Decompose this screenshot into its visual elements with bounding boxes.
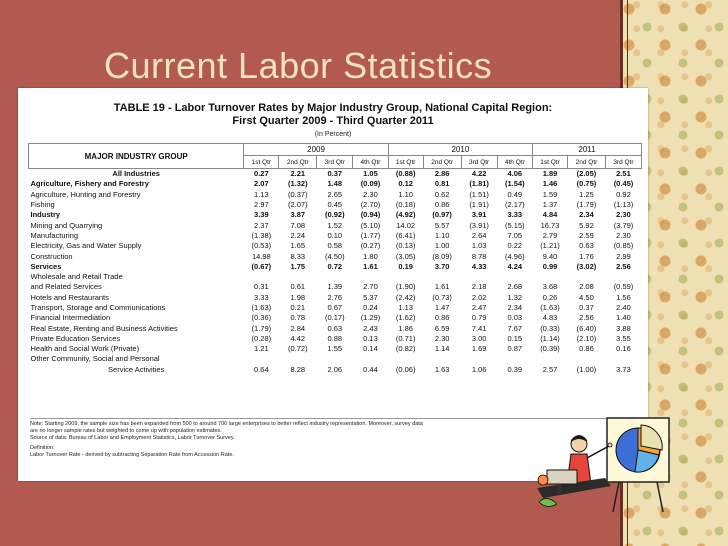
- table-cell: 2.21: [290, 169, 306, 179]
- table-cell: 0.58: [327, 241, 343, 251]
- table-cell: 2.70: [363, 282, 378, 292]
- row-label: Service Activities: [108, 364, 165, 374]
- table-cell: [279, 354, 317, 364]
- table-cell: 1.06: [471, 364, 487, 374]
- table-cell: 5.57: [434, 220, 450, 230]
- table-cell: 1.48: [327, 179, 343, 189]
- header-year: 2011: [533, 144, 642, 156]
- table-cell: 2.68: [507, 282, 523, 292]
- table-cell: 9.40: [542, 251, 558, 261]
- table-cell: 2.57: [542, 364, 558, 374]
- table-cell: (3.91): [469, 220, 489, 230]
- table-cell: (1.79): [251, 323, 272, 333]
- table-cell: 3.00: [471, 333, 487, 343]
- table-cell: 3.91: [471, 210, 487, 220]
- header-quarter: 1st Qtr: [388, 156, 423, 169]
- table-row: [29, 262, 642, 272]
- table-cell: 0.86: [579, 344, 594, 354]
- row-label: Electricity, Gas and Water Supply: [30, 241, 142, 251]
- table-cell: [461, 354, 497, 364]
- table-cell: [423, 272, 461, 282]
- table-cell: 0.39: [507, 364, 523, 374]
- table-unit: (In Percent): [314, 131, 352, 138]
- table-cell: 0.27: [254, 169, 269, 179]
- table-cell: (0.72): [288, 344, 308, 354]
- table-cell: 2.37: [254, 220, 269, 230]
- table-cell: 0.62: [434, 189, 450, 199]
- table-cell: 0.88: [327, 333, 343, 343]
- table-cell: (1.14): [540, 333, 560, 343]
- table-cell: 0.81: [434, 179, 450, 189]
- table-cell: (1.79): [576, 200, 597, 210]
- table-cell: (0.67): [251, 261, 272, 271]
- table-row: [29, 231, 642, 241]
- table-cell: 0.19: [398, 261, 413, 271]
- table-cell: (1.51): [469, 189, 489, 199]
- table-cell: 0.79: [471, 313, 487, 323]
- table-cell: (1.90): [395, 282, 416, 292]
- table-cell: (0.71): [395, 333, 416, 343]
- table-cell: 0.92: [616, 189, 631, 199]
- table-cell: 14.98: [251, 251, 271, 261]
- table-cell: (0.92): [324, 210, 345, 220]
- table-cell: (0.18): [395, 200, 416, 210]
- table-cell: 0.12: [398, 179, 413, 189]
- table-cell: (2.17): [505, 200, 525, 210]
- table-cell: 3.68: [542, 282, 558, 292]
- table-cell: (2.10): [576, 333, 597, 343]
- table-cell: 14.02: [396, 220, 416, 230]
- table-cell: 7.05: [507, 230, 523, 240]
- table-cell: (0.85): [613, 241, 634, 251]
- header-quarter: 3rd Qtr: [605, 156, 641, 169]
- table-cell: 1.10: [434, 230, 450, 240]
- table-cell: 1.46: [542, 179, 558, 189]
- table-cell: 2.51: [616, 169, 631, 179]
- table-cell: [533, 272, 568, 282]
- table-cell: (0.82): [395, 344, 416, 354]
- table-cell: 2.65: [327, 189, 343, 199]
- header-quarter: 4th Qtr: [353, 156, 388, 169]
- table-cell: 0.49: [507, 189, 523, 199]
- table-cell: (2.07): [288, 200, 308, 210]
- row-label: Hotels and Restaurants: [30, 292, 109, 302]
- table-cell: [388, 272, 423, 282]
- table-cell: (3.05): [395, 251, 416, 261]
- table-cell: (1.81): [469, 179, 489, 189]
- table-cell: (0.45): [613, 179, 634, 189]
- table-cell: [388, 354, 423, 364]
- table-row: [29, 200, 642, 210]
- table-row: [29, 323, 642, 333]
- table-cell: 1.03: [471, 241, 487, 251]
- table-cell: 0.31: [254, 282, 269, 292]
- header-year: 2009: [244, 144, 388, 156]
- header-quarter: 2nd Qtr: [567, 156, 605, 169]
- table-cell: (1.63): [251, 303, 272, 312]
- row-label: Private Education Services: [30, 333, 121, 343]
- table-cell: 3.87: [290, 210, 306, 220]
- table-cell: 2.30: [616, 230, 631, 240]
- table-cell: (0.06): [395, 364, 416, 374]
- labor-turnover-table: [28, 143, 642, 375]
- table-cell: (0.28): [251, 333, 272, 343]
- table-cell: 0.61: [290, 282, 306, 292]
- table-cell: (0.75): [576, 179, 597, 189]
- table-cell: (1.00): [576, 364, 597, 374]
- table-cell: (0.27): [360, 241, 381, 251]
- table-cell: (5.10): [360, 220, 381, 230]
- table-cell: 0.67: [327, 303, 343, 312]
- table-cell: 2.47: [471, 303, 487, 312]
- table-cell: 1.86: [398, 323, 413, 333]
- table-title-line2: First Quarter 2009 - Third Quarter 2011: [232, 115, 434, 127]
- table-cell: 0.21: [290, 303, 306, 312]
- table-body: [29, 169, 642, 375]
- table-cell: 0.87: [507, 344, 523, 354]
- table-cell: 3.33: [254, 292, 269, 302]
- table-cell: (0.09): [360, 179, 381, 189]
- table-cell: [353, 272, 388, 282]
- table-cell: 4.84: [542, 210, 558, 220]
- table-cell: 0.26: [542, 292, 558, 302]
- table-row: [29, 179, 642, 189]
- table-cell: 1.37: [542, 200, 558, 210]
- table-cell: 3.33: [507, 210, 523, 220]
- row-label: Services: [30, 261, 62, 271]
- table-cell: 1.56: [616, 292, 631, 302]
- table-cell: (2.05): [576, 169, 597, 179]
- table-cell: 4.33: [471, 261, 487, 271]
- table-cell: 1.05: [363, 169, 378, 179]
- table-cell: 7.41: [471, 323, 487, 333]
- definition-text: Labor Turnover Rate - derived by subtracting Separation Rate from Accession Rate.: [30, 452, 234, 458]
- table-cell: 1.61: [434, 282, 450, 292]
- table-cell: 0.99: [542, 261, 558, 271]
- table-cell: 1.89: [542, 169, 558, 179]
- table-cell: 0.72: [327, 261, 343, 271]
- table-title-line1: TABLE 19 - Labor Turnover Rates by Major Industry Group, National Capital Region:: [113, 102, 553, 114]
- table-cell: 1.52: [327, 220, 343, 230]
- header-quarter: 1st Qtr: [533, 156, 568, 169]
- row-label: Financial Intermediation: [30, 313, 111, 323]
- row-label: Wholesale and Retail Trade: [30, 272, 123, 282]
- table-cell: [317, 354, 353, 364]
- table-cell: 2.06: [327, 364, 343, 374]
- table-cell: [461, 272, 497, 282]
- table-cell: 7.67: [507, 323, 523, 333]
- table-cell: 2.30: [616, 210, 631, 220]
- table-cell: 2.64: [471, 230, 487, 240]
- table-cell: 1.13: [398, 303, 413, 312]
- table-cell: (1.38): [251, 230, 272, 240]
- table-cell: (1.77): [360, 230, 381, 240]
- row-label: Health and Social Work (Private): [30, 344, 140, 354]
- table-cell: 1.13: [254, 189, 269, 199]
- table-cell: (2.70): [360, 200, 381, 210]
- table-cell: 8.28: [290, 364, 306, 374]
- table-cell: 0.64: [254, 364, 269, 374]
- table-cell: (8.09): [432, 251, 452, 261]
- table-cell: 0.86: [434, 200, 450, 210]
- note-line: Note: Starting 2009, the sample size has been expanded from 500 to around 700 large enterprises to better reflect industry representation. Moreover, survey data: [30, 421, 423, 427]
- table-cell: (0.53): [251, 241, 272, 251]
- table-row: [29, 251, 642, 261]
- table-cell: (0.13): [395, 241, 416, 251]
- row-label: Other Community, Social and Personal: [30, 354, 160, 364]
- table-cell: (0.59): [613, 282, 634, 292]
- table-cell: 1.47: [434, 303, 450, 312]
- table-row: [29, 354, 642, 364]
- table-row: [29, 303, 642, 313]
- table-cell: (0.97): [432, 210, 452, 220]
- table-cell: (0.17): [324, 313, 345, 323]
- table-cell: 0.45: [327, 200, 343, 210]
- table-cell: 0.16: [616, 344, 631, 354]
- table-cell: 1.00: [434, 241, 450, 251]
- table-cell: 3.55: [616, 333, 631, 343]
- table-cell: [533, 354, 568, 364]
- table-title: [18, 102, 648, 128]
- source-line: Source of data: Bureau of Labor and Employment Statistics, Labor Turnover Survey.: [30, 435, 235, 441]
- table-cell: 2.79: [542, 230, 558, 240]
- table-cell: 4.22: [471, 169, 487, 179]
- table-cell: 1.55: [327, 344, 343, 354]
- presenter-with-pie-chart-clipart: [535, 414, 675, 514]
- table-row: [29, 365, 642, 375]
- table-cell: 0.37: [327, 169, 343, 179]
- table-cell: 2.97: [254, 200, 269, 210]
- table-cell: 0.24: [363, 303, 378, 312]
- table-cell: 1.10: [398, 189, 413, 199]
- table-cell: 2.40: [616, 303, 631, 312]
- table-cell: 0.78: [290, 313, 306, 323]
- table-cell: 1.25: [579, 189, 594, 199]
- table-cell: 1.75: [290, 261, 306, 271]
- table-cell: [567, 272, 605, 282]
- table-cell: 1.14: [434, 344, 450, 354]
- table-cell: (1.91): [469, 200, 489, 210]
- table-row: [29, 190, 642, 200]
- table-cell: 2.30: [363, 189, 378, 199]
- table-cell: 2.43: [363, 323, 378, 333]
- row-label: Real Estate, Renting and Business Activities: [30, 323, 178, 333]
- table-cell: (0.36): [251, 313, 272, 323]
- table-row: [29, 293, 642, 303]
- table-cell: [497, 272, 532, 282]
- table-cell: 0.44: [363, 364, 378, 374]
- table-cell: (5.15): [505, 220, 525, 230]
- table-cell: (1.21): [540, 241, 560, 251]
- table-cell: 1.59: [542, 189, 558, 199]
- table-cell: (4.92): [395, 210, 416, 220]
- table-cell: 1.61: [363, 261, 378, 271]
- table-cell: 3.88: [616, 323, 631, 333]
- table-cell: 1.40: [616, 313, 631, 323]
- row-label: Mining and Quarrying: [30, 220, 103, 230]
- table-cell: [605, 272, 641, 282]
- row-label: Transport, Storage and Communications: [30, 303, 166, 312]
- table-cell: 2.02: [471, 292, 487, 302]
- header-quarter: 2nd Qtr: [279, 156, 317, 169]
- table-cell: 2.99: [616, 251, 631, 261]
- table-cell: 5.37: [363, 292, 378, 302]
- table-cell: 2.08: [579, 282, 594, 292]
- table-cell: [353, 354, 388, 364]
- table-cell: 0.63: [579, 241, 594, 251]
- table-cell: 2.34: [507, 303, 523, 312]
- row-label: Agriculture, Fishery and Forestry: [30, 179, 149, 189]
- table-cell: 0.22: [507, 241, 523, 251]
- table-cell: 4.83: [542, 313, 558, 323]
- table-row: [29, 169, 642, 180]
- table-cell: [497, 354, 532, 364]
- table-cell: 0.10: [327, 230, 343, 240]
- table-cell: 16.73: [540, 220, 560, 230]
- table-row: [29, 220, 642, 230]
- table-cell: 3.39: [254, 210, 269, 220]
- table-cell: 3.70: [434, 261, 450, 271]
- table-cell: (3.02): [576, 261, 597, 271]
- table-cell: 0.15: [507, 333, 523, 343]
- table-cell: 7.08: [290, 220, 306, 230]
- table-cell: 4.50: [579, 292, 594, 302]
- table-row: [29, 313, 642, 323]
- table-cell: (0.73): [432, 292, 452, 302]
- table-cell: [423, 354, 461, 364]
- table-row: [29, 334, 642, 344]
- table-cell: (2.42): [395, 292, 416, 302]
- table-cell: (0.94): [360, 210, 381, 220]
- table-cell: 0.86: [434, 313, 450, 323]
- table-cell: (0.33): [540, 323, 560, 333]
- table-cell: 5.92: [579, 220, 594, 230]
- table-cell: (1.29): [360, 313, 381, 323]
- table-cell: 2.86: [434, 169, 450, 179]
- table-row: [29, 241, 642, 251]
- header-quarter: 1st Qtr: [244, 156, 279, 169]
- table-cell: 2.24: [290, 230, 306, 240]
- header-quarter: 3rd Qtr: [461, 156, 497, 169]
- row-label: Manufacturing: [30, 230, 79, 240]
- table-cell: 4.06: [507, 169, 523, 179]
- table-row: [29, 272, 642, 282]
- slide-title: Current Labor Statistics: [104, 45, 493, 86]
- note-line: are no longer sample rates but weighted to come up with population estimates.: [30, 428, 222, 434]
- table-cell: 1.21: [254, 344, 269, 354]
- table-cell: 0.63: [327, 323, 343, 333]
- header-quarter: 4th Qtr: [497, 156, 532, 169]
- table-cell: 0.37: [579, 303, 594, 312]
- row-label: and Related Services: [30, 282, 102, 292]
- table-cell: 3.73: [616, 364, 631, 374]
- table-cell: 1.63: [434, 364, 450, 374]
- table-cell: 1.69: [471, 344, 487, 354]
- table-cell: (1.62): [395, 313, 416, 323]
- table-cell: 4.42: [290, 333, 306, 343]
- table-cell: [279, 272, 317, 282]
- table-cell: (6.40): [576, 323, 597, 333]
- row-label: All Industries: [112, 169, 160, 179]
- table-cell: (6.41): [395, 230, 416, 240]
- table-cell: 2.84: [290, 323, 306, 333]
- table-cell: (3.79): [613, 220, 634, 230]
- row-label: Industry: [30, 210, 61, 220]
- table-cell: 2.34: [579, 210, 594, 220]
- table-cell: 2.07: [254, 179, 269, 189]
- header-quarter: 3rd Qtr: [317, 156, 353, 169]
- table-cell: [244, 354, 279, 364]
- table-cell: [605, 354, 641, 364]
- table-row: [29, 344, 642, 354]
- table-cell: 2.30: [434, 333, 450, 343]
- table-cell: 1.32: [507, 292, 523, 302]
- table-cell: 4.24: [507, 261, 523, 271]
- table-cell: [317, 272, 353, 282]
- table-cell: (1.13): [613, 200, 634, 210]
- table-cell: 1.80: [363, 251, 378, 261]
- table-cell: 1.39: [327, 282, 343, 292]
- table-cell: 2.56: [579, 313, 594, 323]
- row-label: Construction: [30, 251, 73, 261]
- table-cell: 1.76: [579, 251, 594, 261]
- table-cell: (4.50): [324, 251, 345, 261]
- table-cell: 1.98: [290, 292, 306, 302]
- table-cell: (1.63): [540, 303, 560, 312]
- table-row: [29, 210, 642, 220]
- table-cell: 2.76: [327, 292, 343, 302]
- table-cell: 2.56: [616, 261, 631, 271]
- table-cell: 1.65: [290, 241, 306, 251]
- table-cell: [244, 272, 279, 282]
- table-cell: 8.78: [471, 251, 487, 261]
- table-cell: 2.59: [579, 230, 594, 240]
- header-year: 2010: [388, 144, 532, 156]
- table-cell: (0.37): [288, 189, 308, 199]
- definition-heading: Definition:: [30, 445, 55, 451]
- table-cell: 2.18: [471, 282, 487, 292]
- table-cell: (1.32): [288, 179, 308, 189]
- header-quarter: 2nd Qtr: [423, 156, 461, 169]
- table-cell: [567, 354, 605, 364]
- table-cell: (0.39): [540, 344, 560, 354]
- table-cell: (1.54): [505, 179, 525, 189]
- table-cell: 0.14: [363, 344, 378, 354]
- table-cell: 0.13: [363, 333, 378, 343]
- row-label: Fishing: [30, 200, 55, 210]
- row-label: Agriculture, Hunting and Forestry: [30, 189, 141, 199]
- table-cell: 0.03: [507, 313, 523, 323]
- table-cell: 6.59: [434, 323, 450, 333]
- table-row: [29, 282, 642, 292]
- header-industry-group: MAJOR INDUSTRY GROUP: [29, 144, 244, 169]
- table-cell: (0.88): [395, 169, 416, 179]
- table-cell: (4.96): [505, 251, 525, 261]
- table-cell: 8.33: [290, 251, 306, 261]
